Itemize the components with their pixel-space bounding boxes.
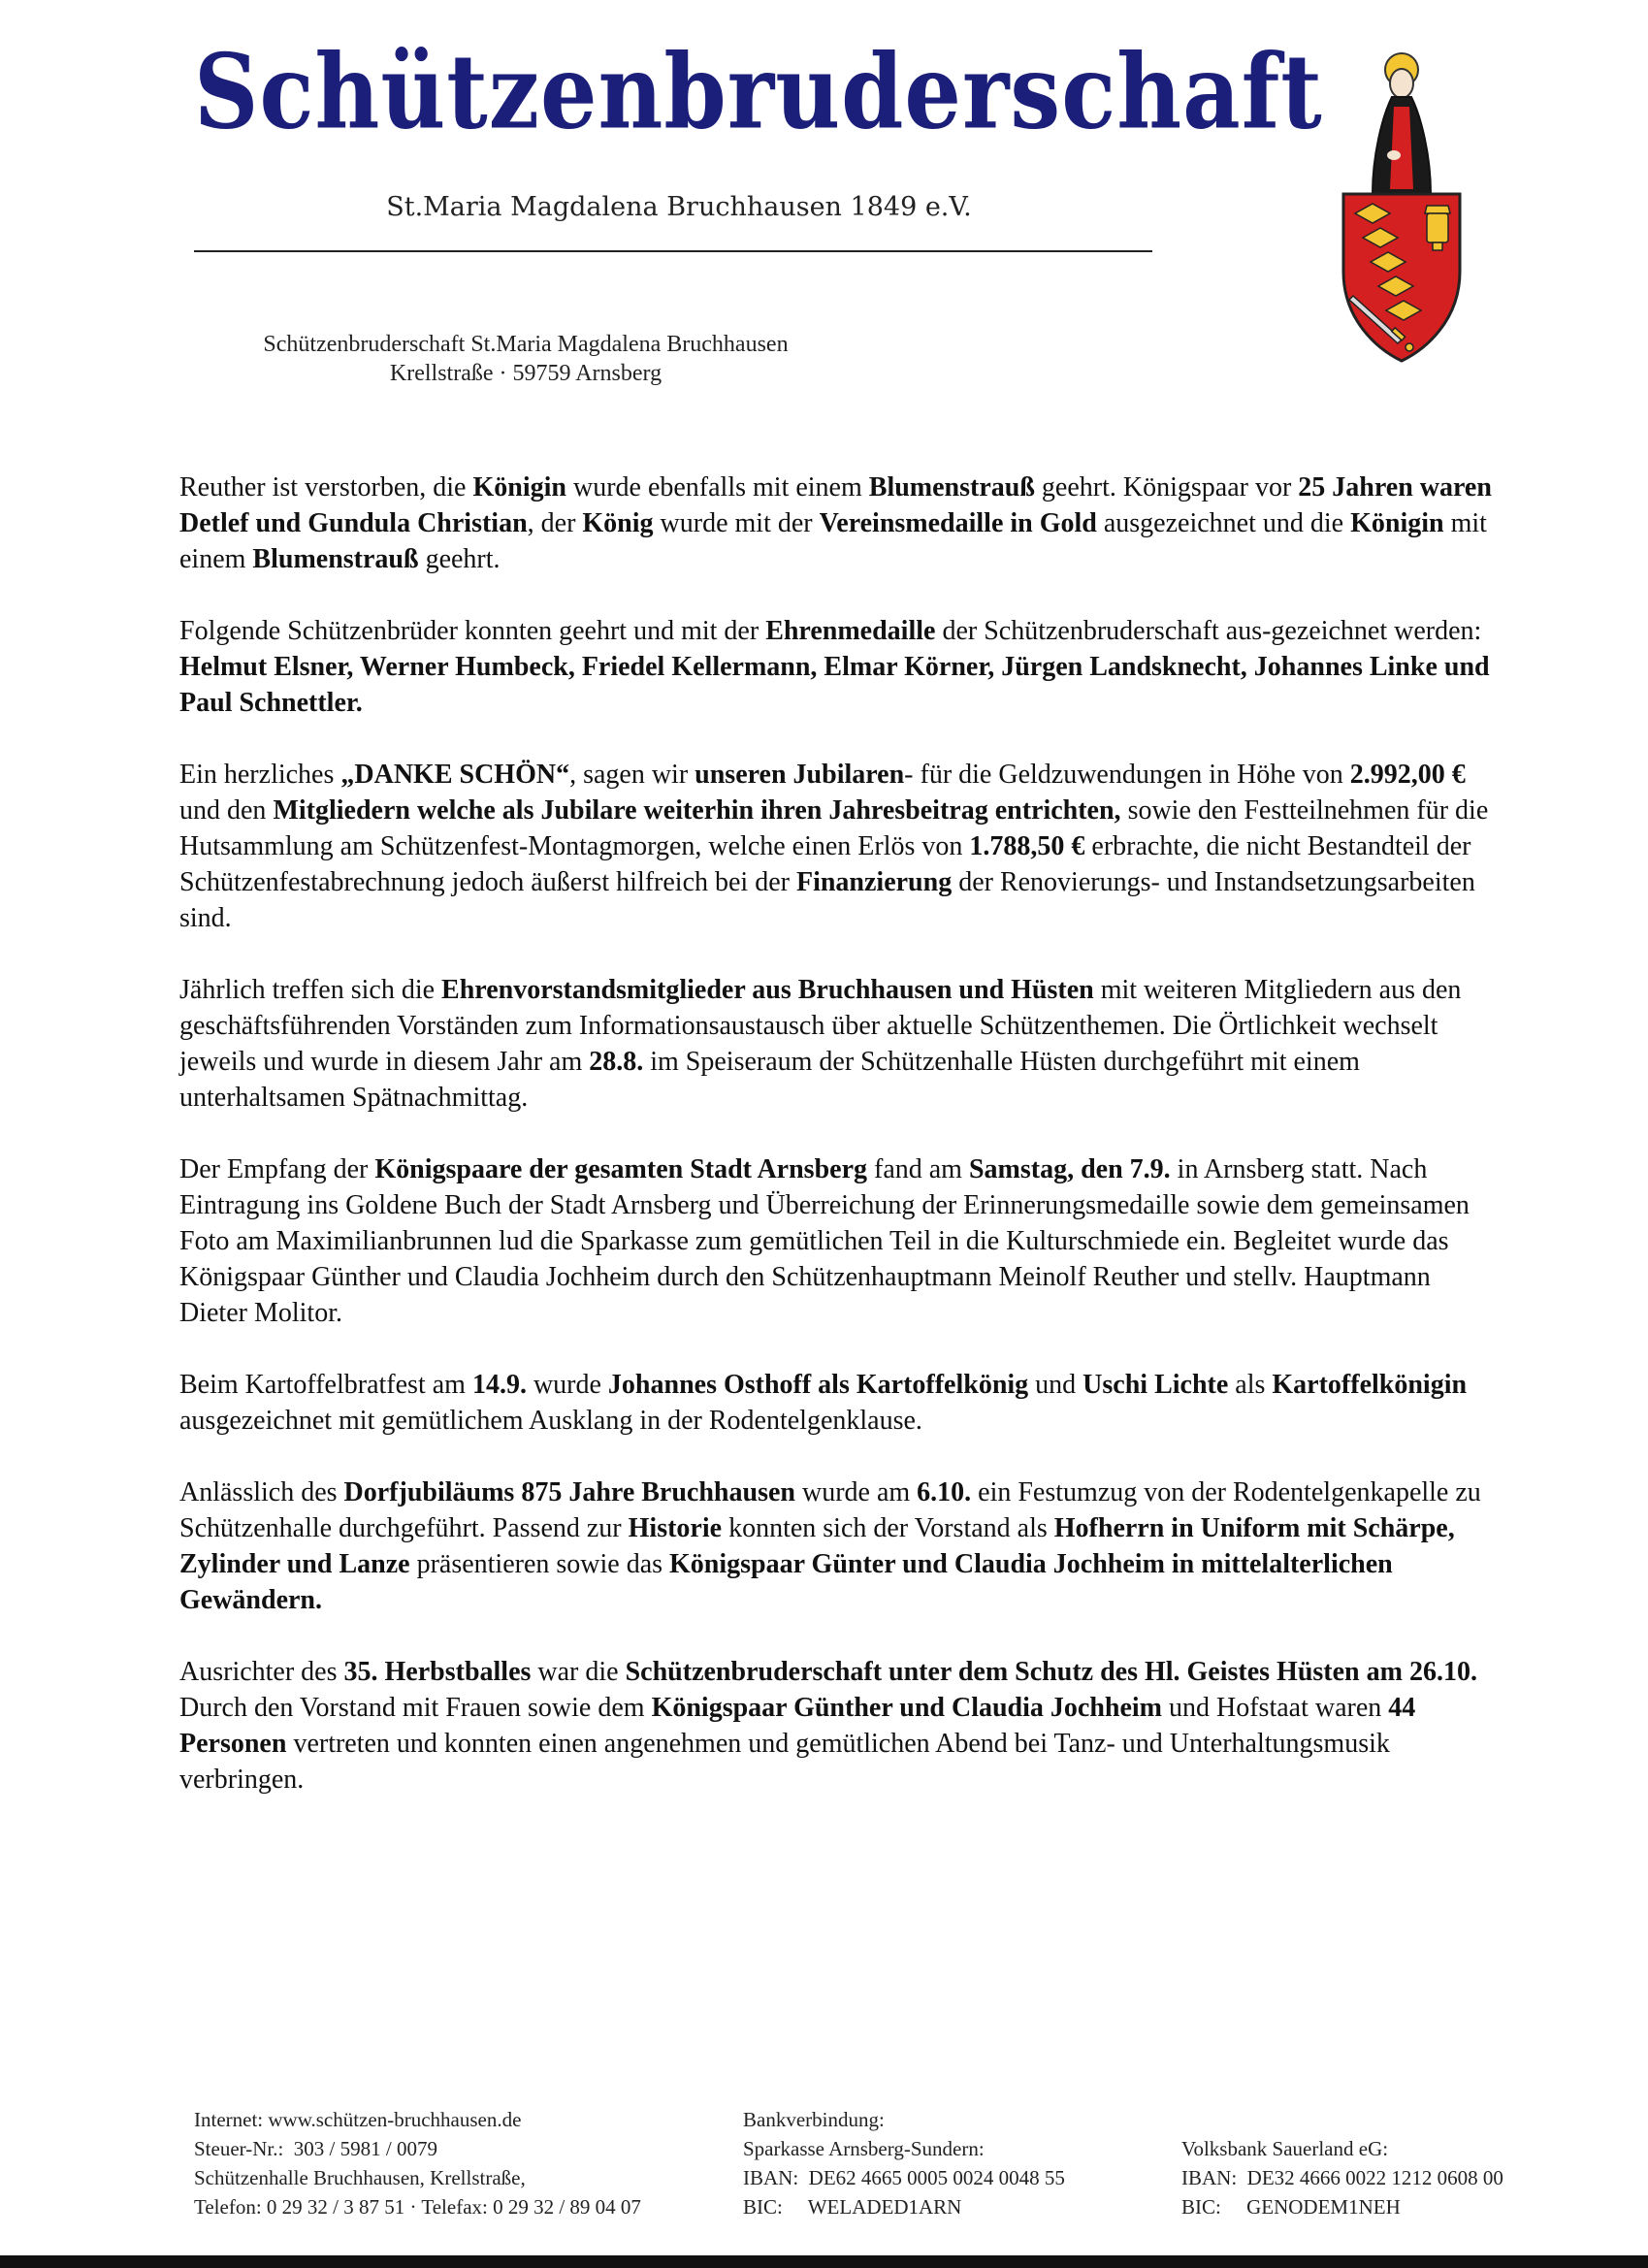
text-run: geehrt. xyxy=(418,544,501,574)
footer-bank-volksbank xyxy=(1181,2134,1503,2221)
footer-contact xyxy=(194,2105,641,2221)
text-run: ein Festumzug von der Rodentelgenkapelle zu Schützenhalle durchgeführt. Passend zur xyxy=(179,1477,1481,1543)
text-run: , sagen wir xyxy=(569,760,695,790)
footer-bank-bic: BIC: WELADED1ARN xyxy=(743,2195,962,2219)
bold-text: Blumenstrauß xyxy=(868,472,1035,502)
body-paragraph xyxy=(179,1151,1499,1331)
sender-address-line1: Schützenbruderschaft St.Maria Magdalena Bruchhausen xyxy=(263,332,789,357)
bold-text: Ehrenvorstandsmitglieder aus Bruchhausen und Hüsten xyxy=(441,975,1094,1005)
body-paragraph xyxy=(179,757,1499,936)
text-run: war die xyxy=(531,1657,626,1687)
footer-bank-iban: IBAN: DE62 4665 0005 0024 0048 55 xyxy=(743,2166,1065,2189)
footer-bank-name: Volksbank Sauerland eG: xyxy=(1181,2137,1389,2160)
footer-internet: Internet: www.schützen-bruchhausen.de xyxy=(194,2108,522,2131)
text-run: Ein herzliches xyxy=(179,760,341,790)
bold-text: Königin xyxy=(472,472,566,502)
letterhead-title: Schützenbruderschaft xyxy=(194,31,1323,152)
text-run: Ausrichter des xyxy=(179,1657,344,1687)
bold-text: Königin xyxy=(1350,508,1444,538)
bold-text: Ehrenmedaille xyxy=(765,616,936,646)
text-run: in Arnsberg statt. Nach Eintragung ins Goldene Buch der Stadt Arnsberg und Überreichung der Erinnerungsmedaille sowie dem gemeinsamen Foto am Maximilianbrunnen lud die Sparkasse zum gemütlichen Teil in die Kulturschmiede ein. Begleitet wurde das Königspaar Günther und Claudia Jochheim durch den Schützenhauptmann Meinolf Reuther und stellv. Hauptmann Dieter Molitor. xyxy=(179,1154,1470,1328)
text-run: wurde ebenfalls mit einem xyxy=(565,472,869,502)
body-paragraph xyxy=(179,972,1499,1116)
text-run: und xyxy=(1028,1370,1083,1400)
bold-text: Königspaar Günter und Claudia Jochheim in mittelalterlichen Gewändern. xyxy=(179,1549,1393,1615)
text-run: mit weiteren Mitgliedern aus den geschäftsführenden Vorständen zum Informationsaustausch über aktuelle Schützenthemen. Die Örtlichkeit wechselt jeweils und wurde in diesem Jahr am xyxy=(179,975,1462,1077)
text-run: der Schützenbruderschaft aus-gezeichnet werden: xyxy=(935,616,1482,646)
text-run: erbrachte, die nicht Bestandteil der Schützenfestabrechnung jedoch äußerst hilfreich bei der xyxy=(179,831,1471,897)
bold-text: 6.10. xyxy=(917,1477,972,1507)
body-paragraph xyxy=(179,613,1499,721)
text-run: präsentieren sowie das xyxy=(409,1549,670,1579)
header-rule xyxy=(194,250,1152,252)
bold-text: Blumenstrauß xyxy=(252,544,419,574)
bold-text: Uschi Lichte xyxy=(1083,1370,1229,1400)
coat-of-arms-icon xyxy=(1334,49,1470,369)
bold-text: Dorfjubiläums 875 Jahre Bruchhausen xyxy=(343,1477,795,1507)
body-paragraph xyxy=(179,1367,1499,1439)
bold-text: Königspaar Günther und Claudia Jochheim xyxy=(651,1693,1162,1723)
bold-text: 25 Jahren waren Detlef und Gundula Christian xyxy=(179,472,1492,538)
text-run: und Hofstaat waren xyxy=(1162,1693,1389,1723)
text-run: wurde mit der xyxy=(653,508,820,538)
text-run: im Speiseraum der Schützenhalle Hüsten durchgeführt mit einem unterhaltsamen Spätnachmittag. xyxy=(179,1047,1360,1113)
text-run: Beim Kartoffelbratfest am xyxy=(179,1370,472,1400)
text-run: geehrt. Königspaar vor xyxy=(1034,472,1299,502)
bold-text: Samstag, den 7.9. xyxy=(968,1154,1171,1184)
footer-bank-iban: IBAN: DE32 4666 0022 1212 0608 00 xyxy=(1181,2166,1503,2189)
text-run: als xyxy=(1228,1370,1273,1400)
body-paragraph xyxy=(179,1474,1499,1618)
body-paragraph xyxy=(179,1654,1499,1798)
text-run: - für die Geldzuwendungen in Höhe von xyxy=(904,760,1350,790)
footer-phone-fax: Telefon: 0 29 32 / 3 87 51 · Telefax: 0 29 32 / 89 04 07 xyxy=(194,2195,641,2219)
scan-edge-bar xyxy=(0,2255,1648,2268)
bold-text: Vereinsmedaille in Gold xyxy=(819,508,1097,538)
text-run: ausgezeichnet und die xyxy=(1096,508,1351,538)
text-run: Anlässlich des xyxy=(179,1477,344,1507)
text-run: und den xyxy=(179,795,274,826)
footer-tax-number: Steuer-Nr.: 303 / 5981 / 0079 xyxy=(194,2137,437,2160)
footer-bank-sparkasse xyxy=(743,2105,1065,2221)
text-run: wurde xyxy=(526,1370,608,1400)
bold-text: „DANKE SCHÖN“ xyxy=(340,760,570,790)
bold-text: 2.992,00 € xyxy=(1349,760,1466,790)
bold-text: 1.788,50 € xyxy=(969,831,1085,861)
text-run: ausgezeichnet mit gemütlichem Ausklang in der Rodentelgenklause. xyxy=(179,1406,922,1436)
bold-text: unseren Jubilaren xyxy=(695,760,905,790)
text-run: Jährlich treffen sich die xyxy=(179,975,442,1005)
bold-text: Schützenbruderschaft unter dem Schutz des Hl. Geistes Hüsten am 26.10. xyxy=(625,1657,1477,1687)
bold-text: Finanzierung xyxy=(795,867,953,897)
text-run: Der Empfang der xyxy=(179,1154,375,1184)
bold-text: 28.8. xyxy=(589,1047,644,1077)
text-run: , der xyxy=(527,508,583,538)
body-paragraph xyxy=(179,470,1499,577)
text-run: wurde am xyxy=(794,1477,918,1507)
text-run: Folgende Schützenbrüder konnten geehrt und mit der xyxy=(179,616,766,646)
text-run: mit einem xyxy=(179,508,1487,574)
sender-address-line2: Krellstraße · 59759 Arnsberg xyxy=(389,361,662,386)
bold-text: Helmut Elsner, Werner Humbeck, Friedel Kellermann, Elmar Körner, Jürgen Landsknecht, Johannes Linke und Paul Schnettler. xyxy=(179,652,1490,718)
bold-text: Mitgliedern welche als Jubilare weiterhin ihren Jahresbeitrag entrichten, xyxy=(273,795,1121,826)
sender-address xyxy=(215,330,836,388)
text-run: sowie den Festteilnehmen für die Hutsammlung am Schützenfest-Montagmorgen, welche einen Erlös von xyxy=(179,795,1489,861)
letterhead-subtitle: St.Maria Magdalena Bruchhausen 1849 e.V. xyxy=(386,192,972,222)
bold-text: Königspaare der gesamten Stadt Arnsberg xyxy=(374,1154,867,1184)
footer-bank-bic: BIC: GENODEM1NEH xyxy=(1181,2195,1401,2219)
footer-bank-heading: Bankverbindung: xyxy=(743,2108,885,2131)
bold-text: Hofherrn in Uniform mit Schärpe, Zylinder und Lanze xyxy=(179,1513,1455,1579)
bold-text: Historie xyxy=(628,1513,723,1543)
bold-text: 14.9. xyxy=(471,1370,527,1400)
bold-text: 44 Personen xyxy=(179,1693,1416,1759)
text-run: vertreten und konnten einen angenehmen und gemütlichen Abend bei Tanz- und Unterhaltungsmusik verbringen. xyxy=(179,1729,1390,1795)
bold-text: König xyxy=(582,508,654,538)
footer-bank-name: Sparkasse Arnsberg-Sundern: xyxy=(743,2137,985,2160)
text-run: Reuther ist verstorben, die xyxy=(179,472,473,502)
text-run: der Renovierungs- und Instandsetzungsarbeiten sind. xyxy=(179,867,1475,933)
bold-text: 35. Herbstballes xyxy=(343,1657,532,1687)
footer-hall-address: Schützenhalle Bruchhausen, Krellstraße, xyxy=(194,2166,526,2189)
text-run: konnten sich der Vorstand als xyxy=(722,1513,1054,1543)
bold-text: Johannes Osthoff als Kartoffelkönig xyxy=(607,1370,1029,1400)
text-run: fand am xyxy=(867,1154,969,1184)
bold-text: Kartoffelkönigin xyxy=(1272,1370,1468,1400)
letter-body xyxy=(179,470,1499,1833)
text-run: Durch den Vorstand mit Frauen sowie dem xyxy=(179,1693,652,1723)
